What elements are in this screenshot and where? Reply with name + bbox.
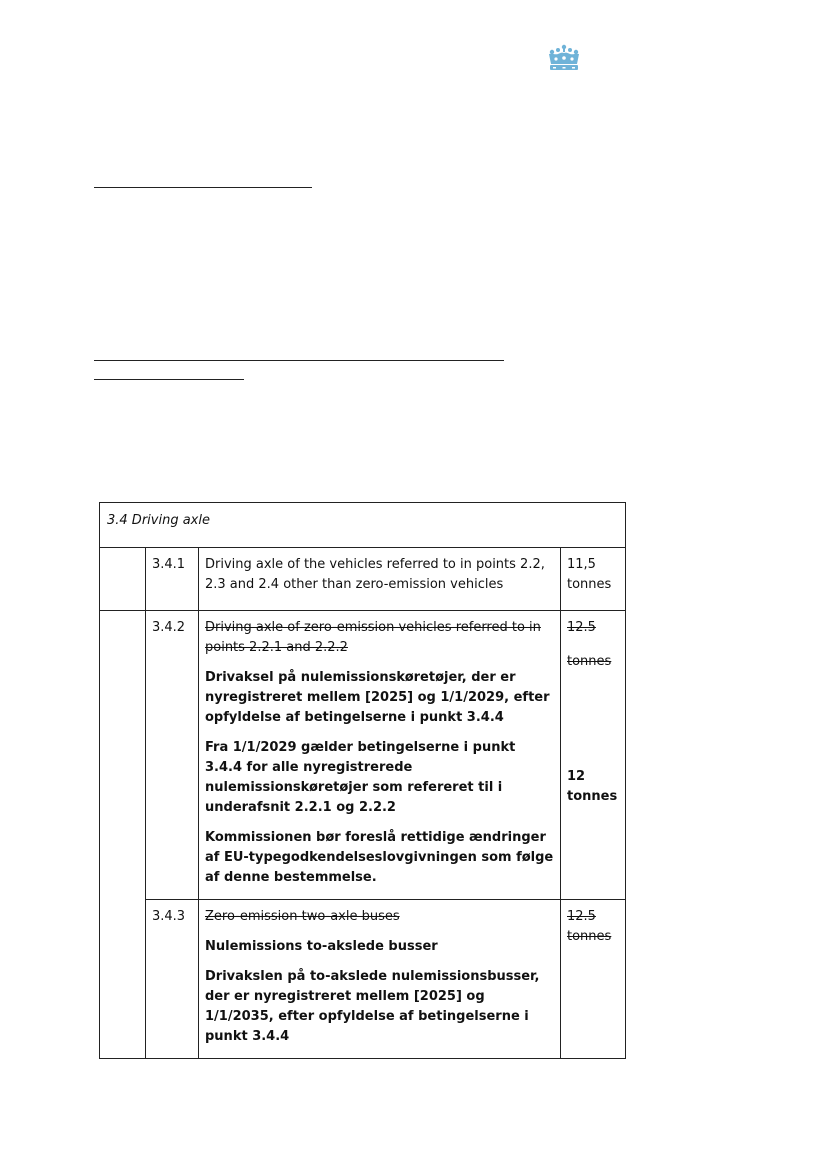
deleted-value-unit: tonnes <box>567 929 612 944</box>
row-description-cell <box>199 900 561 1059</box>
new-value-amount: 12 <box>567 769 586 784</box>
row-number-cell <box>146 611 199 900</box>
row-number-cell <box>146 900 199 1059</box>
row-value-cell <box>561 611 626 900</box>
deleted-value-unit: tonnes <box>567 654 612 669</box>
row-value-cell <box>561 900 626 1059</box>
value-amount: 11,5 <box>567 557 596 572</box>
deleted-value-amount: 12.5 <box>567 620 596 635</box>
driving-axle-table <box>99 502 626 1059</box>
row-number: 3.4.1 <box>152 557 186 572</box>
table-row <box>100 611 626 900</box>
amendment-text: Drivaksel på nulemissionskøretøjer, der er nyregistreret mellem [2025] og 1/1/2029, efter opfyldelse af betingelserne i punkt 3.4.4 <box>205 670 550 725</box>
divider-line <box>94 187 312 188</box>
empty-cell <box>100 548 146 611</box>
row-value-cell <box>561 548 626 611</box>
deleted-value-amount: 12.5 <box>567 909 596 924</box>
deleted-text: Driving axle of zero-emission vehicles referred to in points 2.2.1 and 2.2.2 <box>205 620 541 655</box>
crown-icon <box>546 44 582 72</box>
row-description-cell <box>199 548 561 611</box>
table-row <box>100 548 626 611</box>
value-unit: tonnes <box>567 577 612 592</box>
empty-cell <box>100 611 146 1059</box>
section-title: 3.4 Driving axle <box>107 513 210 528</box>
divider-line <box>94 360 504 361</box>
new-value-unit: tonnes <box>567 789 618 804</box>
amendment-text: Kommissionen bør foreslå rettidige ændringer af EU-typegodkendelseslovgivningen som følge af denne bestemmelse. <box>205 830 554 885</box>
section-title-cell <box>100 503 626 548</box>
amendment-text: Fra 1/1/2029 gælder betingelserne i punkt 3.4.4 for alle nyregistrerede nulemissionskøretøjer som refereret til i underafsnit 2.2.1 og 2.2.2 <box>205 740 516 815</box>
row-number: 3.4.3 <box>152 909 186 924</box>
row-number: 3.4.2 <box>152 620 186 635</box>
table-row <box>100 900 626 1059</box>
description-text: Driving axle of the vehicles referred to in points 2.2, 2.3 and 2.4 other than zero-emission vehicles <box>205 557 545 592</box>
amendment-text: Drivakslen på to-akslede nulemissionsbusser, der er nyregistreret mellem [2025] og 1/1/2035, efter opfyldelse af betingelserne i punkt 3.4.4 <box>205 969 540 1044</box>
row-number-cell <box>146 548 199 611</box>
divider-line <box>94 379 244 380</box>
deleted-text: Zero-emission two-axle buses <box>205 909 400 924</box>
row-description-cell <box>199 611 561 900</box>
amendment-text: Nulemissions to-akslede busser <box>205 939 438 954</box>
